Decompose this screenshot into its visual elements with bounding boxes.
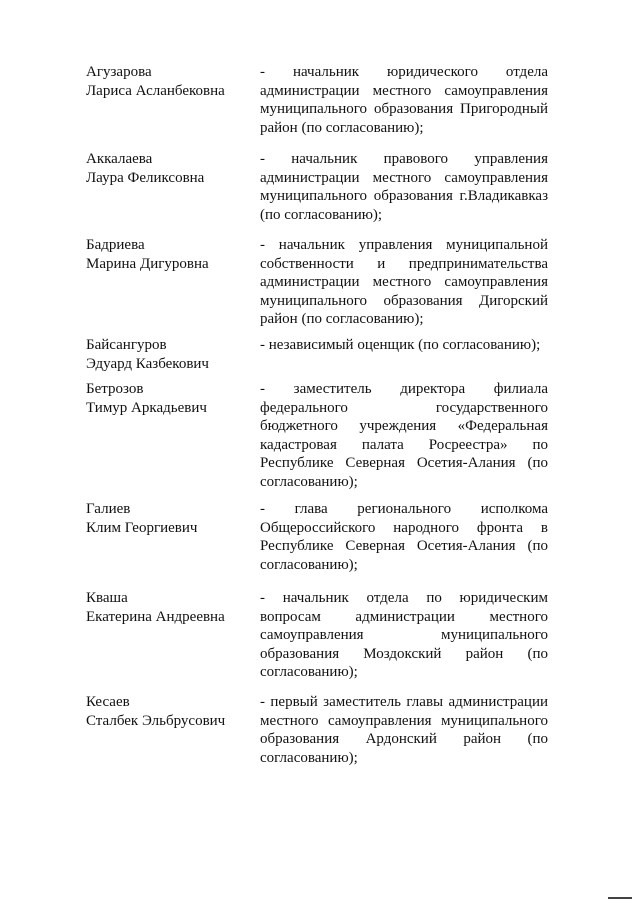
member-role [260, 589, 548, 682]
role-line: образования Моздокский район (по [260, 645, 548, 662]
member-role [260, 380, 548, 491]
member-role [260, 693, 548, 767]
member-surname: Бетрозов [86, 381, 144, 397]
member-surname: Агузарова [86, 64, 152, 80]
role-line: администрации местного самоуправления [260, 169, 548, 186]
role-line: район (по согласованию); [260, 119, 424, 136]
role-line: согласованию); [260, 749, 358, 766]
role-line: муниципального образования г.Владикавказ [260, 188, 548, 204]
member-name [86, 380, 246, 418]
role-line: местного самоуправления муниципального [260, 712, 548, 729]
member-role [260, 63, 548, 137]
role-line: согласованию); [260, 473, 358, 490]
member-given-name: Лариса Асланбековна [86, 83, 225, 99]
member-given-name: Екатерина Андреевна [86, 609, 225, 625]
member-name [86, 693, 246, 731]
member-given-name: Клим Георгиевич [86, 520, 198, 536]
member-given-name: Сталбек Эльбрусович [86, 713, 226, 729]
role-line: вопросам администрации местного [260, 608, 548, 625]
role-line: - начальник отдела по юридическим [260, 590, 548, 606]
member-surname: Кесаев [86, 694, 130, 710]
member-given-name: Лаура Феликсовна [86, 170, 205, 186]
member-surname: Бадриева [86, 237, 145, 253]
role-line: - заместитель директора филиала [260, 381, 548, 397]
member-name [86, 63, 246, 101]
role-line: Республике Северная Осетия-Алания (по [260, 538, 548, 554]
member-name [86, 500, 246, 538]
role-line: - независимый оценщик (по согласованию); [260, 337, 541, 353]
role-line: - начальник юридического отдела [260, 64, 548, 80]
member-surname: Галиев [86, 501, 131, 517]
member-name [86, 150, 246, 188]
role-line: Общероссийского народного фронта в [260, 519, 548, 536]
member-name [86, 236, 246, 274]
member-name [86, 589, 246, 627]
role-line: муниципального образования Пригородный [260, 101, 548, 117]
role-line: согласованию); [260, 664, 358, 680]
member-given-name: Эдуард Казбекович [86, 356, 209, 372]
role-line: образования Ардонский район (по [260, 731, 548, 747]
role-line: кадастровая палата Росреестра» по [260, 436, 548, 453]
member-given-name: Тимур Аркадьевич [86, 400, 207, 416]
member-surname: Кваша [86, 590, 128, 606]
member-surname: Аккалаева [86, 151, 153, 167]
member-given-name: Марина Дигуровна [86, 256, 209, 272]
role-line: самоуправления муниципального [260, 627, 548, 643]
role-line: район (по согласованию); [260, 311, 424, 327]
member-surname: Байсангуров [86, 337, 167, 353]
member-name [86, 336, 246, 374]
role-line: согласованию); [260, 556, 358, 573]
role-line: Республике Северная Осетия-Алания (по [260, 455, 548, 471]
page-edge-mark [608, 897, 632, 899]
role-line: - первый заместитель главы администрации [260, 694, 548, 710]
role-line: собственности и предпринимательства [260, 255, 548, 272]
role-line: (по согласованию); [260, 206, 383, 223]
member-role [260, 236, 548, 329]
role-line: - начальник правового управления [260, 151, 548, 167]
member-role [260, 150, 548, 224]
role-line: федерального государственного [260, 399, 548, 416]
role-line: муниципального образования Дигорский [260, 292, 548, 309]
member-role [260, 500, 548, 574]
role-line: администрации местного самоуправления [260, 274, 548, 290]
role-line: - начальник управления муниципальной [260, 237, 548, 253]
role-line: администрации местного самоуправления [260, 82, 548, 99]
role-line: - глава регионального исполкома [260, 501, 548, 517]
role-line: бюджетного учреждения «Федеральная [260, 418, 548, 434]
member-role [260, 336, 548, 355]
